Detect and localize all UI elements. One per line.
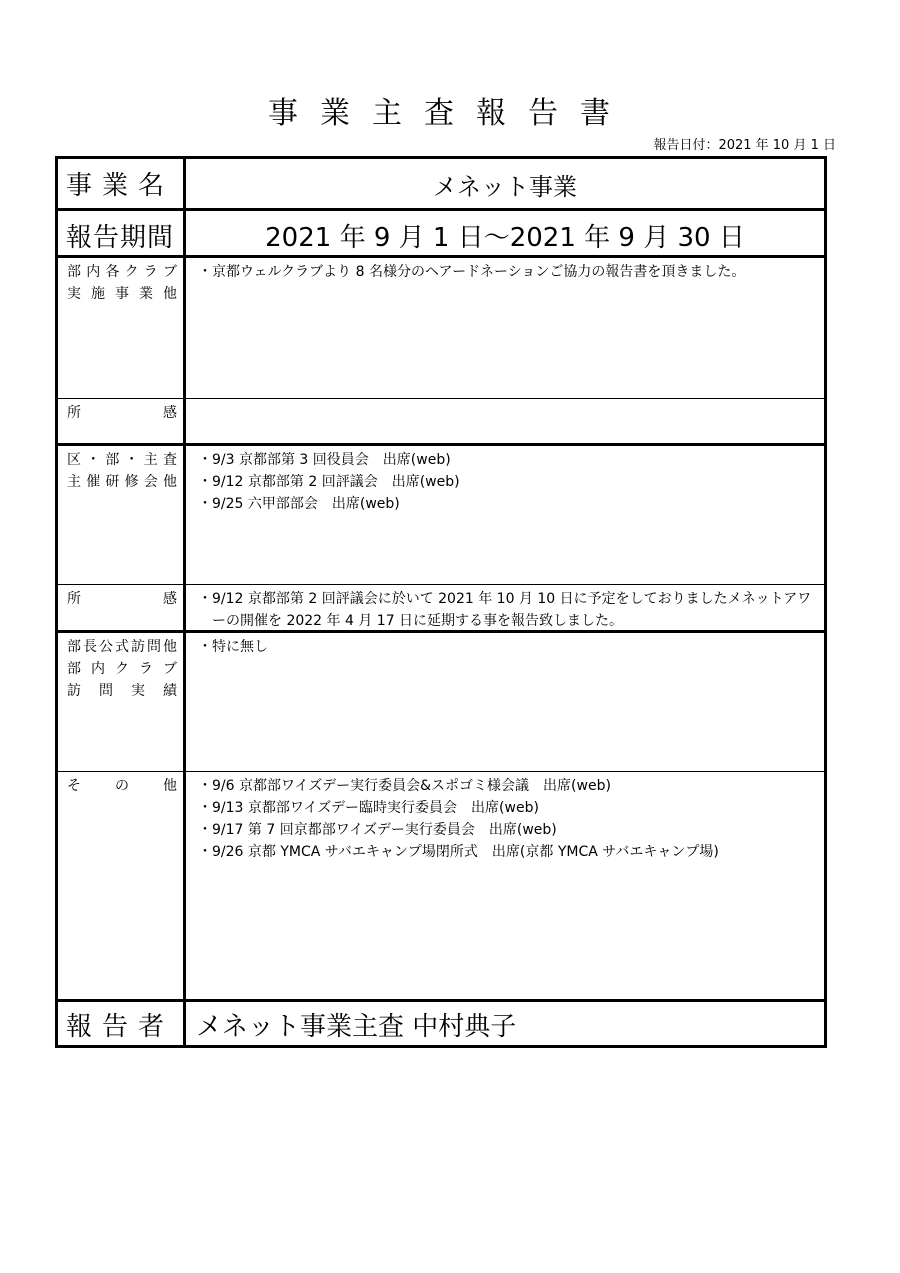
- club-events-row: [58, 258, 824, 399]
- label-line: そ の 他: [67, 778, 177, 794]
- training-impressions-label: [58, 585, 186, 630]
- list-item: ・ 9/25 六甲部部会 出席(web): [198, 493, 816, 515]
- label-line: 所 感: [67, 591, 177, 607]
- label-line: 所 感: [67, 405, 177, 421]
- club-events-label: [58, 258, 186, 398]
- list-item: ・ 9/6 京都部ワイズデー実行委員会&スポゴミ様会議 出席(web): [198, 775, 816, 797]
- club-impressions-row: [58, 399, 824, 446]
- reporter-value: メネット事業主査 中村典子: [196, 1012, 517, 1042]
- list-item: ・ 9/3 京都部第 3 回役員会 出席(web): [198, 449, 816, 471]
- label-line: 区・部・主査: [67, 452, 177, 468]
- report-date: 報告日付：2021 年 10 月 1 日: [653, 138, 836, 153]
- training-label: [58, 446, 186, 584]
- project-row: [58, 159, 824, 211]
- period-value: 2021 年 9 月 1 日〜2021 年 9 月 30 日: [265, 223, 745, 253]
- other-row: [58, 772, 824, 1002]
- training-content: [186, 446, 824, 584]
- document-title: 事業主査報告書: [268, 96, 632, 131]
- list-item: ・ 9/26 京都 YMCA サバエキャンプ場閉所式 出席(京都 YMCA サバエキャンプ場): [198, 841, 816, 863]
- label-line: 訪問実績: [67, 683, 177, 699]
- list-item: ・ 9/13 京都部ワイズデー臨時実行委員会 出席(web): [198, 797, 816, 819]
- reporter-label: 報告者: [58, 1002, 186, 1045]
- reporter-row: [58, 1002, 824, 1045]
- training-impressions-row: [58, 585, 824, 633]
- training-row: [58, 446, 824, 585]
- list-item: ・ 京都ウェルクラブより 8 名様分のヘアードネーションご協力の報告書を頂きました。: [198, 261, 816, 283]
- club-impressions-label: [58, 399, 186, 443]
- list-item: ・ 9/17 第 7 回京都部ワイズデー実行委員会 出席(web): [198, 819, 816, 841]
- label-line: 部内各クラブ: [67, 264, 177, 280]
- project-value: メネット事業: [433, 173, 577, 201]
- label-line: 実施事業他: [67, 286, 177, 302]
- list-item: ・ 9/12 京都部第 2 回評議会に於いて 2021 年 10 月 10 日に予定をしておりましたメネットアワーの開催を 2022 年 4 月 17 日に延期する事を報告致しました。: [198, 588, 816, 632]
- other-label: [58, 772, 186, 999]
- visits-label: [58, 633, 186, 771]
- period-label: 報告期間: [58, 211, 186, 255]
- label-line: 主催研修会他: [67, 474, 177, 490]
- club-impressions-content: [186, 399, 824, 443]
- training-impressions-content: [186, 585, 824, 630]
- visits-row: [58, 633, 824, 772]
- period-row: [58, 211, 824, 258]
- list-item: ・ 特に無し: [198, 636, 816, 658]
- other-content: [186, 772, 824, 999]
- label-line: 部長公式訪問他: [67, 639, 177, 655]
- label-line: 部内クラブ: [67, 661, 177, 677]
- list-item: ・ 9/12 京都部第 2 回評議会 出席(web): [198, 471, 816, 493]
- report-table: [55, 156, 827, 1048]
- visits-content: [186, 633, 824, 771]
- club-events-content: [186, 258, 824, 398]
- project-label: 事業名: [58, 159, 186, 208]
